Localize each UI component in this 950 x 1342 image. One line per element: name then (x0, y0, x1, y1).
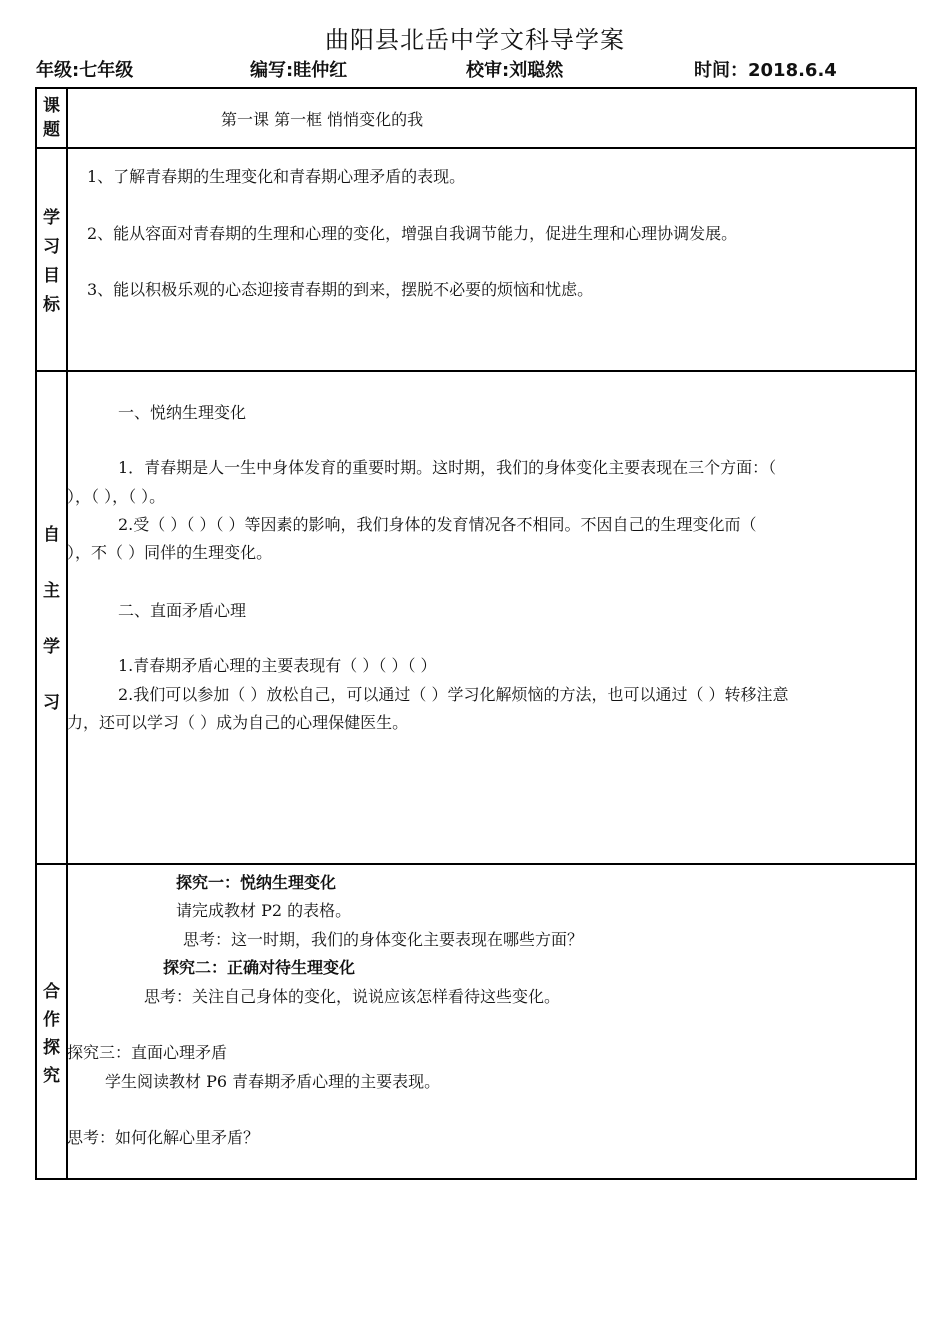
question-3: 1.青春期矛盾心理的主要表现有（ ）（ ）（ ） (118, 656, 437, 675)
objectives-label: 学 习 目 标 (43, 208, 60, 315)
date-field: 时间：2018.6.4 (694, 60, 837, 81)
row-divider (37, 863, 915, 865)
reviewer-field: 校审:刘聪然 (466, 60, 564, 81)
row-divider (37, 370, 915, 372)
inquiry-1-task: 请完成教材 P2 的表格。 (176, 901, 352, 920)
inquiry-2-think: 思考：关注自己身体的变化，说说应该怎样看待这些变化。 (144, 987, 561, 1006)
inquiry-3-title: 探究三：直面心理矛盾 (67, 1043, 228, 1062)
question-1-line-2: ），（ ），（ ）。 (67, 487, 166, 506)
topic-text: 第一课 第一框 悄悄变化的我 (221, 110, 424, 129)
inquiry-1-title: 探究一：悦纳生理变化 (176, 873, 337, 892)
inquiry-2-title: 探究二：正确对待生理变化 (163, 958, 356, 977)
row-divider (37, 147, 915, 149)
objective-item: 2、能从容面对青春期的生理和心理的变化，增强自我调节能力，促进生理和心理协调发展。 (87, 224, 738, 243)
document-title: 曲阳县北岳中学文科导学案 (325, 26, 625, 54)
label-column-divider (66, 89, 68, 1178)
question-4-line-2: 力，还可以学习（ ）成为自己的心理保健医生。 (67, 713, 409, 732)
inquiry-3-think: 思考：如何化解心里矛盾？ (67, 1128, 260, 1147)
author-field: 编写:眭仲红 (250, 60, 348, 81)
lesson-plan-table (35, 87, 917, 1180)
objective-item: 3、能以积极乐观的心态迎接青春期的到来，摆脱不必要的烦恼和忧虑。 (87, 280, 594, 299)
question-2-line-2: ），不（ ）同伴的生理变化。 (67, 543, 273, 562)
question-2-line-1: 2.受（ ）（ ）（ ）等因素的影响，我们身体的发育情况各不相同。不因自己的生理变化而（ (118, 515, 757, 534)
question-1-line-1: 1．青春期是人一生中身体发育的重要时期。这时期，我们的身体变化主要表现在三个方面：（ (118, 458, 777, 477)
grade-field: 年级:七年级 (36, 60, 134, 81)
inquiry-1-think: 思考：这一时期，我们的身体变化主要表现在哪些方面？ (183, 930, 584, 949)
objective-item: 1、了解青春期的生理变化和青春期心理矛盾的表现。 (87, 167, 466, 186)
section-heading: 二、直面矛盾心理 (118, 601, 247, 620)
cooperation-label: 合 作 探 究 (43, 982, 60, 1086)
section-heading: 一、悦纳生理变化 (118, 403, 247, 422)
question-4-line-1: 2.我们可以参加（ ）放松自己，可以通过（ ）学习化解烦恼的方法，也可以通过（ ）转移注意 (118, 685, 789, 704)
self-study-label: 自 主 学 习 (43, 525, 60, 713)
inquiry-3-task: 学生阅读教材 P6 青春期矛盾心理的主要表现。 (105, 1072, 441, 1091)
topic-label: 课 题 (43, 96, 60, 140)
